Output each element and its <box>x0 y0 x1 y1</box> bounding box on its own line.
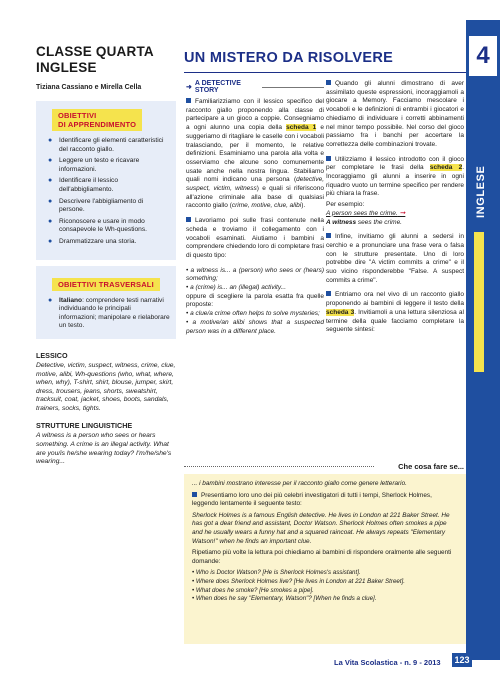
obiettivi-label-line2: DI APPRENDIMENTO <box>58 120 137 129</box>
example: • a witness is... a (person) who sees or (hears) something; <box>186 266 324 283</box>
example <box>326 219 464 228</box>
list-item: ● Identificare gli elementi caratteristici del racconto giallo. <box>48 137 170 154</box>
list-item: ● Riconoscere e usare in modo consapevole le Wh-questions. <box>48 218 170 235</box>
paragraph: Sherlock Holmes is a famous English detective. He lives in London at 221 Baker Street. He has got a dear friend and assistant, Doctor Watson. Sherlock Holmes often smokes a pipe and he usually wears a funny hat and a squared raincoat. He always repeats "Elementary Watson!" when he finds an important clue. <box>192 511 450 545</box>
obiettivi-label-line1: OBIETTIVI <box>58 111 97 120</box>
title-divider <box>184 72 466 73</box>
list-item: • Who is Doctor Watson? [He is Sherlock Holmes's assistant]. <box>192 569 361 577</box>
dotted-rule <box>184 466 374 467</box>
cosa-fare-section <box>184 462 466 646</box>
chapter-number: 4 <box>469 36 497 76</box>
list-item: ● Descrivere l'abbigliamento di persone. <box>48 198 170 215</box>
text: A witness <box>326 218 357 226</box>
lessico-title: LESSICO <box>36 350 68 360</box>
sidebar <box>36 20 176 660</box>
arrow-icon: ➜ <box>186 84 192 91</box>
paragraph: Ripetiamo più volte la lettura poi chiediamo ai bambini di rispondere oralmente alle seguenti domande: <box>192 549 452 565</box>
column-1 <box>186 80 324 336</box>
text: e suggeriamo di ritagliare le caselle con i vocaboli tralasciando, per il momento, le relative definizioni. Esaminiamo una parola alla volta e osserviamo che alcune sono comunemente usate anche nella nostra lingua. Stabiliamo quali nomi indicano una persona ( <box>186 124 324 184</box>
cosa-fare-content <box>192 480 458 604</box>
example: • a motive/an alibi shows that a suspected person was in a different place. <box>186 318 324 335</box>
text: sees the crime. <box>356 218 402 226</box>
paragraph <box>192 492 458 509</box>
paragraph <box>326 156 464 200</box>
square-bullet-icon <box>192 492 197 497</box>
paragraph <box>186 98 324 211</box>
trasversali-text <box>42 297 170 331</box>
list-item: • When does he say "Elementary, Watson"? [When he finds a clue]. <box>192 595 377 603</box>
trasversali-label: OBIETTIVI TRASVERSALI <box>52 278 160 291</box>
paragraph <box>326 291 464 335</box>
text: Lavoriamo poi sulle frasi contenute nella scheda e troviamo il collegamento con i vocaboli esaminati. Aiutiamo i bambini a comprendere chiedendo loro di completare frasi di questo tipo: <box>186 217 324 259</box>
heading-rule <box>262 87 324 88</box>
list-item: • What does he smoke? [He smokes a pipe]. <box>192 586 314 594</box>
page-title: UN MISTERO DA RISOLVERE <box>184 50 394 66</box>
story-heading <box>186 80 324 94</box>
square-bullet-icon <box>326 80 331 85</box>
text: detective, suspect, victim, witness <box>186 176 324 193</box>
paragraph: ... i bambini mostrano interesse per il racconto giallo come genere letterario. <box>192 480 407 487</box>
text: . Invitiamoli a una lettura silenziosa al termine della quale facciamo completare la seguente sintesi: <box>326 308 464 334</box>
strutture-text: A witness is a person who sees or hears something. A crime is an illegal activity. What are you/is he/she wearing today? I'm/he/she's wearing... <box>36 432 172 466</box>
lessico-text: Detective, victim, suspect, witness, crime, clue, motive, alibi, Wh-questions (who, what, where, when, why), T-shirt, shirt, blouse, jumper, skirt, dress, trousers, jeans, shorts, sweatshirt, tracksuit, coat, jacket, shoes, boots, sandals, trainers, socks, tights. <box>36 361 176 412</box>
trasversali-box <box>36 266 176 339</box>
text: Presentiamo loro uno dei più celebri investigatori di tutti i tempi, Sherlock Holmes, leggendo lentamente il seguente testo: <box>192 491 432 508</box>
text: Familiarizziamo con il lessico specifico del racconto giallo proponendo alla classe di partecipare a un gioco a coppie. Consegniamo a ogni alunno una copia della <box>186 98 324 132</box>
scheda-highlight: scheda 3 <box>326 308 355 316</box>
side-label-text: INGLESE <box>475 165 487 218</box>
side-label <box>471 142 493 222</box>
square-bullet-icon <box>326 156 331 161</box>
example: • a clue/a crime often helps to solve mysteries; <box>186 310 320 318</box>
strutture-title: STRUTTURE LINGUISTICHE <box>36 421 133 431</box>
scheda-highlight: scheda 1 <box>286 124 317 132</box>
list-item: ● Drammatizzare una storia. <box>48 238 170 247</box>
text: crime, motive, clue, alibi <box>231 202 302 210</box>
authors: Tiziana Cassiano e Mirella Cella <box>36 84 142 91</box>
subject-title: INGLESE <box>36 60 97 75</box>
cosa-fare-label: Che cosa fare se... <box>394 462 466 471</box>
example-intro: oppure di scegliere la parola esatta fra quelle proposte: <box>186 292 324 309</box>
text: Utilizziamo il lessico introdotto con il gioco per completare le frasi della <box>326 155 464 172</box>
example-label: Per esempio: <box>326 201 365 209</box>
obiettivi-label <box>52 109 142 131</box>
text: . Incoraggiamo gli alunni a inserire in ogni riquadro vuoto un termine specifico per rendere più chiara la frase. <box>326 164 464 198</box>
trasversali-bold: Italiano <box>59 296 83 304</box>
arrow-icon: ➞ <box>399 209 406 217</box>
text: Quando gli alunni dimostrano di aver assimilato queste espressioni, incoraggiamoli a giocare a Memory. Facciamo mescolare i vocaboli e le definizioni di entrambi i giocatori e chiediamo di individuare i corretti abbinamenti nel minor tempo possibile. Nel corso del gioco passiamo fra i banchi per accertare la correttezza delle combinazioni trovate. <box>326 80 464 148</box>
text: Entriamo ora nel vivo di un racconto giallo proponendo ai bambini di leggere il testo della <box>326 291 464 308</box>
square-bullet-icon <box>186 98 191 103</box>
question-list <box>192 569 458 603</box>
page-number: 123 <box>452 653 472 667</box>
obiettivi-list <box>42 137 170 247</box>
obiettivi-box <box>36 101 176 260</box>
square-bullet-icon <box>326 291 331 296</box>
list-item: • Where does Sherlock Holmes live? [He lives in London at 221 Baker Street]. <box>192 577 405 585</box>
example: • a (crime) is... an (illegal) activity... <box>186 284 287 292</box>
square-bullet-icon <box>326 233 331 238</box>
paragraph <box>326 233 464 285</box>
list-item: ● Leggere un testo e ricavare informazioni. <box>48 157 170 174</box>
paragraph <box>326 80 464 150</box>
text: A person sees the crime. <box>326 209 398 217</box>
example <box>326 210 464 219</box>
paragraph <box>186 217 324 261</box>
side-accent <box>474 232 484 372</box>
scheda-highlight: scheda 2 <box>429 164 463 172</box>
text: ) e quali si riferiscono all'azione criminale alla base di qualsiasi racconto giallo ( <box>186 185 324 210</box>
text: Infine, invitiamo gli alunni a sedersi in cerchio e a pronunciare una frase vera o falsa con le strutture presentate. Uno di loro potrebbe dire "A victim commits a crime" e il suo vicino risponderebbe "False. A suspect commits a crime". <box>326 233 464 284</box>
text: ). <box>301 202 306 210</box>
class-title: CLASSE QUARTA <box>36 44 154 59</box>
square-bullet-icon <box>186 217 191 222</box>
footer-text: La Vita Scolastica - n. 9 - 2013 <box>334 658 441 667</box>
column-2 <box>326 80 464 341</box>
trasversali-body: : comprendere testi narrativi individuando le principali informazioni; manipolare e rielaborare un testo. <box>59 296 170 330</box>
cosa-fare-box <box>184 474 466 644</box>
list-item: ● Identificare il lessico dell'abbigliamento. <box>48 177 170 194</box>
story-heading-text: A DETECTIVE STORY <box>194 80 241 94</box>
